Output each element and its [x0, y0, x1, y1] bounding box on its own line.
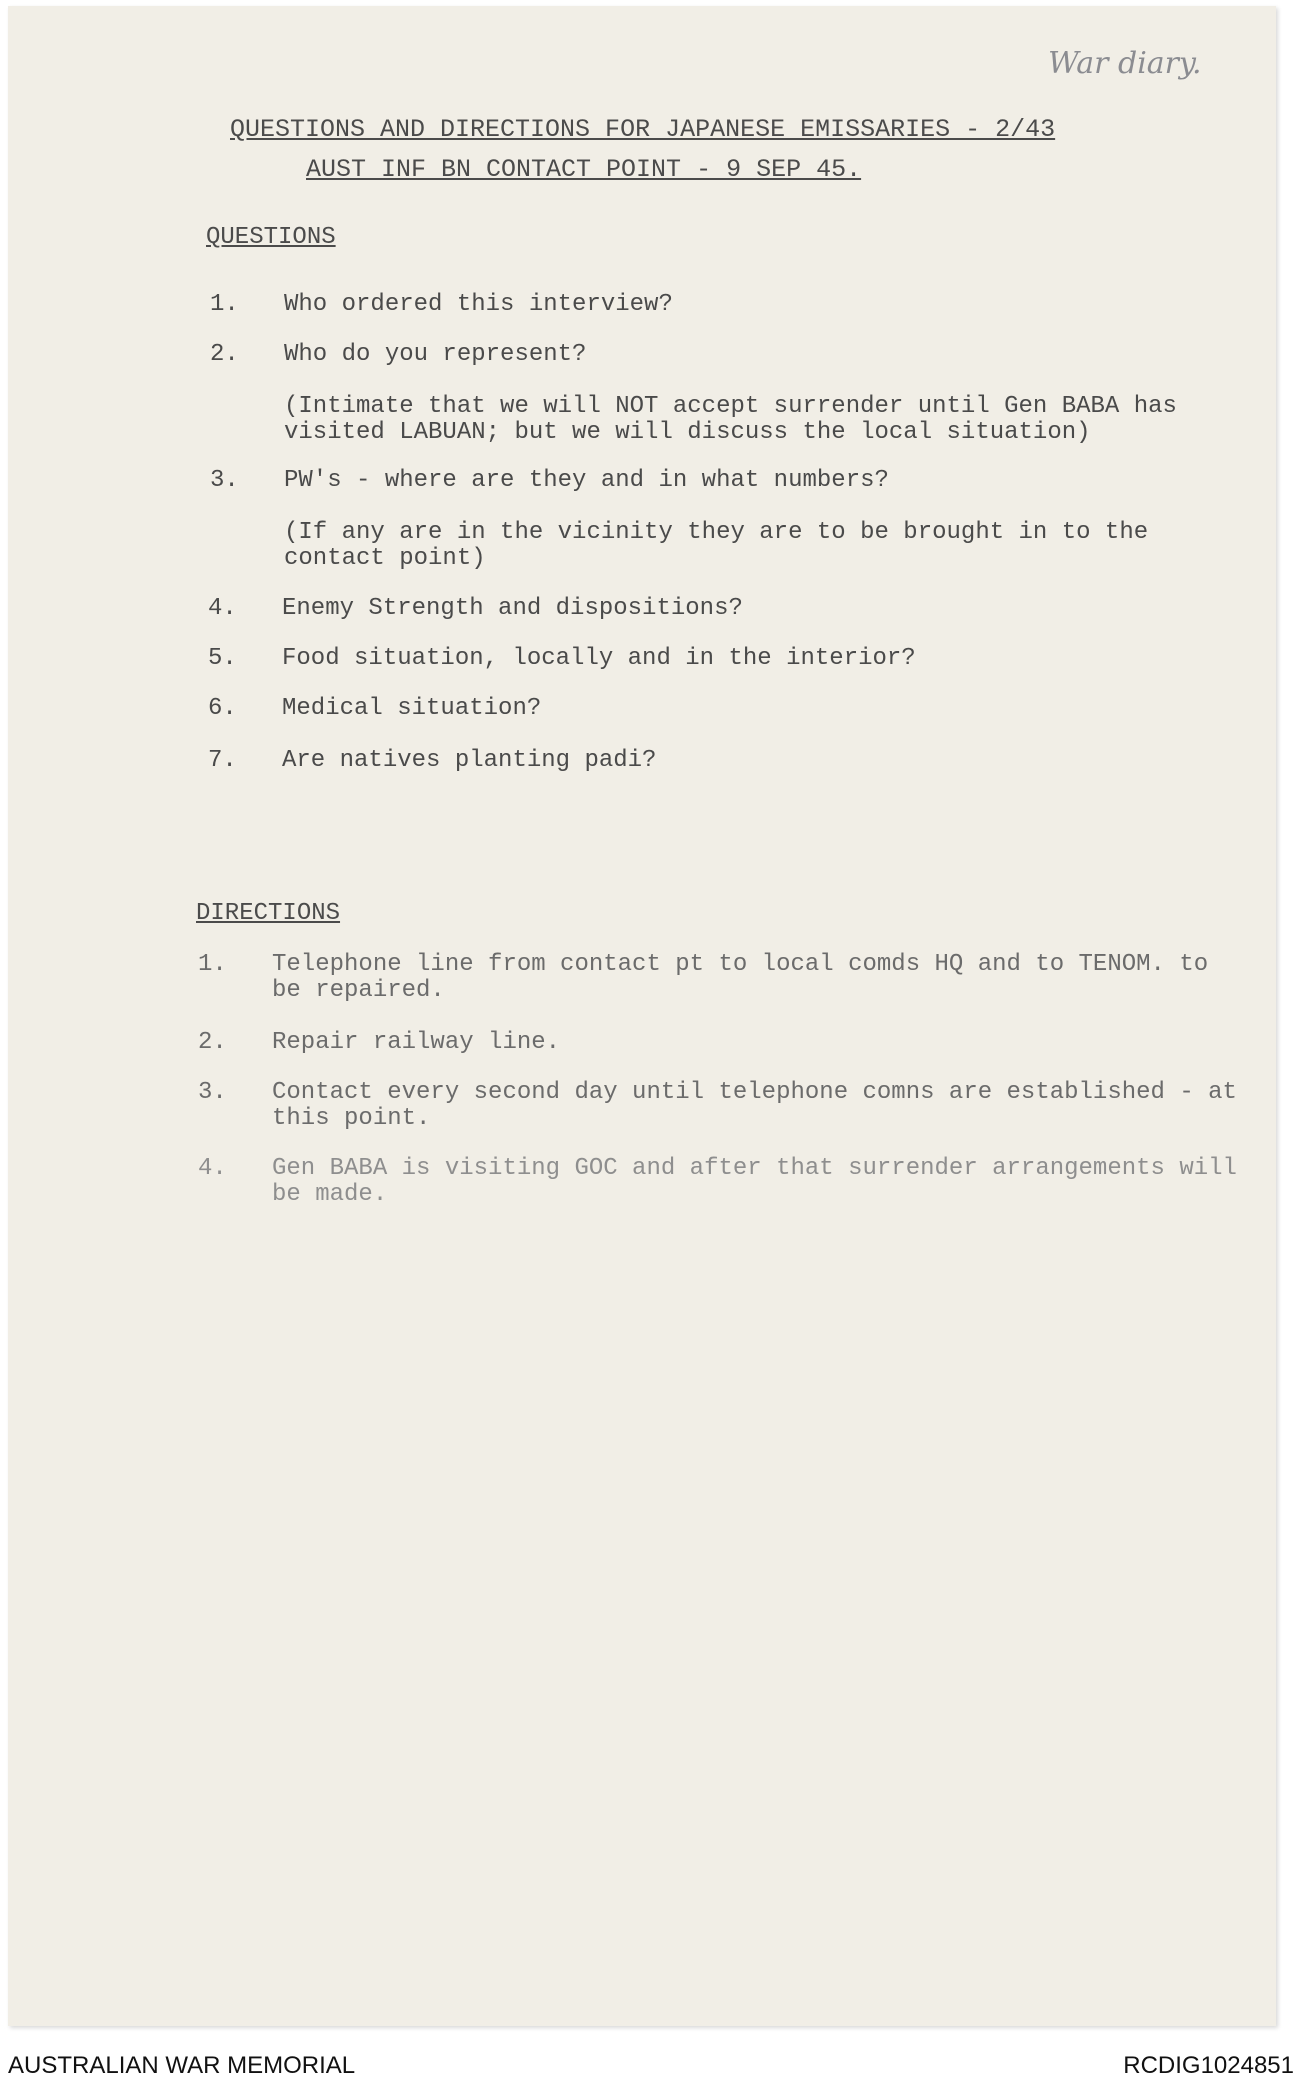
item-text: Contact every second day until telephone comns are established - at this point.	[272, 1079, 1237, 1132]
item-text: PW's - where are they and in what numbers?	[284, 467, 889, 494]
question-item	[210, 292, 1210, 318]
footer-credit: AUSTRALIAN WAR MEMORIAL	[8, 2052, 356, 2079]
item-text: Food situation, locally and in the interior?	[282, 645, 916, 672]
direction-item	[198, 1080, 1248, 1132]
handwritten-annotation: War diary.	[1048, 46, 1202, 81]
item-note: (Intimate that we will NOT accept surrender until Gen BABA has visited LABUAN; but we will discuss the local situation)	[284, 393, 1177, 446]
item-text: Telephone line from contact pt to local comds HQ and to TENOM. to be repaired.	[272, 951, 1209, 1004]
item-text: Enemy Strength and dispositions?	[282, 595, 743, 622]
item-text: Are natives planting padi?	[282, 747, 657, 774]
item-number: 4.	[208, 595, 237, 622]
direction-item	[198, 1030, 1248, 1056]
question-item	[208, 596, 1208, 622]
item-number: 2.	[198, 1029, 227, 1056]
item-text: Who ordered this interview?	[284, 291, 673, 318]
title-line-1: QUESTIONS AND DIRECTIONS FOR JAPANESE EMISSARIES - 2/43	[230, 115, 1056, 144]
item-number: 3.	[210, 467, 239, 494]
item-number: 4.	[198, 1155, 227, 1182]
question-item	[208, 748, 1208, 774]
item-text: Who do you represent?	[284, 341, 587, 368]
document-page	[8, 6, 1276, 2026]
item-number: 7.	[208, 747, 237, 774]
item-number: 1.	[198, 951, 227, 978]
item-number: 3.	[198, 1079, 227, 1106]
question-item	[208, 696, 1208, 722]
item-note: (If any are in the vicinity they are to be brought in to the contact point)	[284, 519, 1149, 572]
questions-heading: QUESTIONS	[206, 224, 336, 251]
item-number: 1.	[210, 291, 239, 318]
document-title	[230, 110, 1055, 190]
title-line-2: AUST INF BN CONTACT POINT - 9 SEP 45.	[306, 155, 862, 184]
item-text: Medical situation?	[282, 695, 542, 722]
question-item	[210, 468, 1210, 572]
footer-reference: RCDIG1024851	[1123, 2052, 1294, 2079]
question-item	[210, 342, 1210, 446]
item-text: Gen BABA is visiting GOC and after that surrender arrangements will be made.	[272, 1155, 1237, 1208]
item-number: 6.	[208, 695, 237, 722]
directions-heading: DIRECTIONS	[196, 900, 341, 927]
item-text: Repair railway line.	[272, 1029, 561, 1056]
question-item	[208, 646, 1208, 672]
direction-item	[198, 952, 1248, 1004]
item-number: 5.	[208, 645, 237, 672]
direction-item	[198, 1156, 1248, 1208]
item-number: 2.	[210, 341, 239, 368]
